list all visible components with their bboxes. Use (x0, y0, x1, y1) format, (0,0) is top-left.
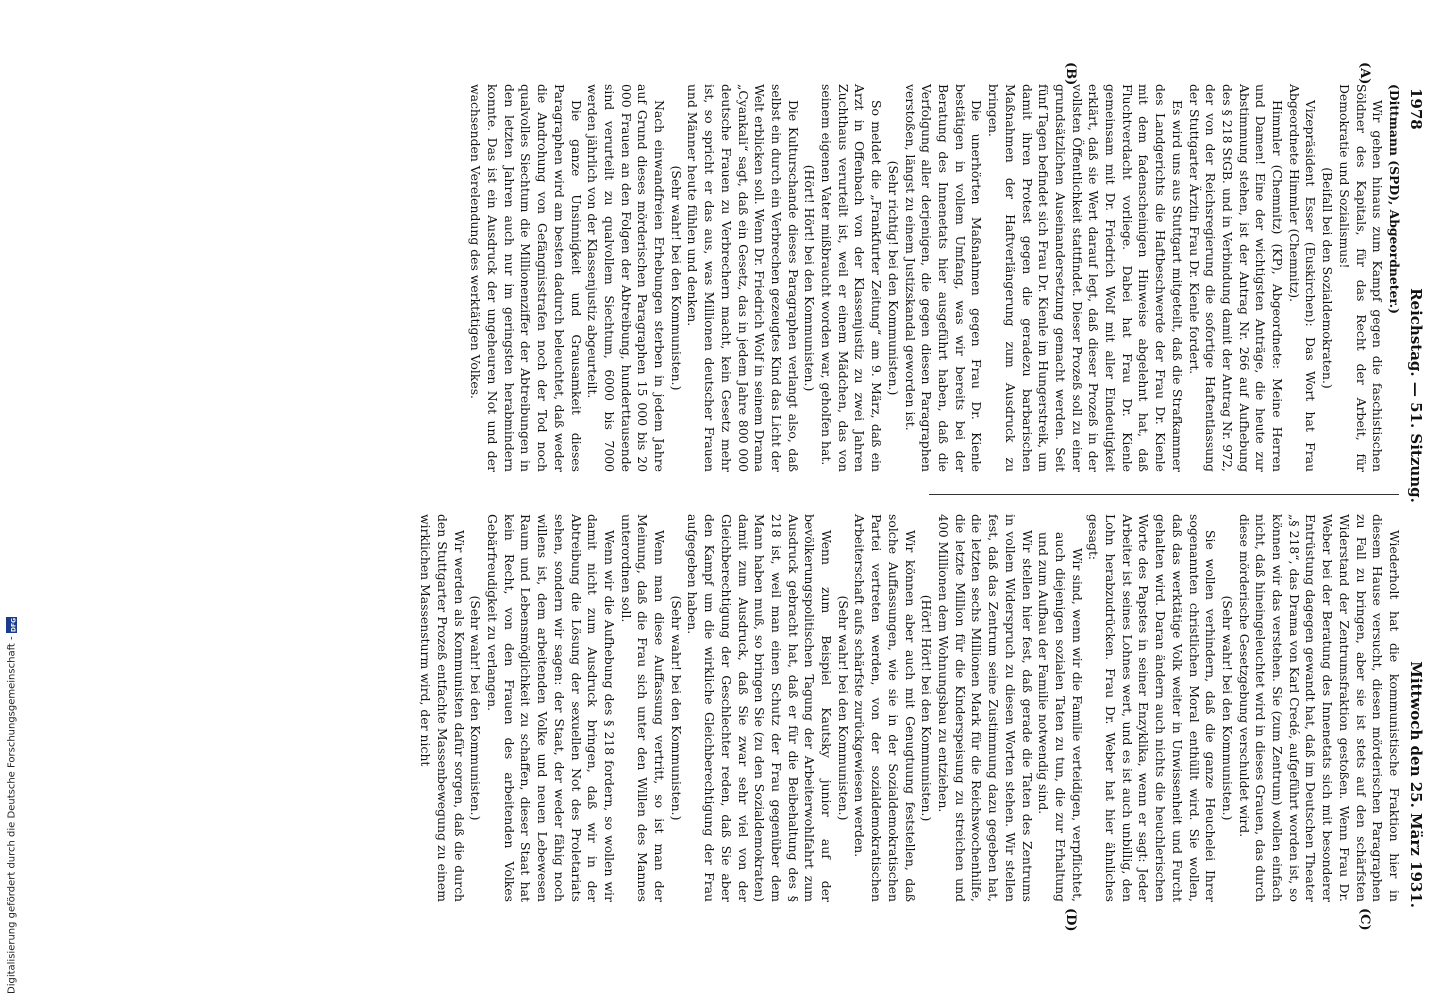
quoted-passage: Wir sind, wenn wir die Familie verteidigen, verpflichtet, auch diejenigen sozialen Taten zu tun, die zur Erhaltung und zum Aufbau der Familie notwendig sind. (1036, 532, 1085, 902)
text-paragraph: Die unerhörten Maßnahmen gegen Frau Dr. Kienle bestätigen in vollem Umfang, was wir bereits bei der Beratung des Innenetats hier ausgeführt haben, daß die Verfolgung aller derjenigen, die gegen diesen Paragraphen verstoßen, längst zu einem Justizskandal geworden ist. (902, 84, 985, 472)
text-paragraph: Wenn zum Beispiel Kautsky junior auf der bevölkerungspolitischen Tagung der Arbeiterwohlfahrt zum Ausdruck gebracht hat, daß er für die Beibehaltung des § 218 ist, weil man einen Schutz der Frau gegenüber dem Mann haben muß, so bringen Sie (zu den Sozialdemokraten) damit zum Ausdruck, daß Sie zwar sehr viel von der Gleichberechtigung der Geschlechter reden, daß Sie aber den Kampf um die wirkliche Gleichberechtigung der Frau aufgegeben haben. (685, 514, 835, 902)
text-paragraph: Sie wollen verhindern, daß die ganze Heuchelei Ihrer sogenannten christlichen Moral enthüllt wird. Sie wollen, daß das werktätige Volk weiter in Unwissenheit und Furcht gehalten wird. Daran ändern auch nichts die heuchlerischen Worte des Papstes in seiner Enzyklika, wenn er sagt: Jeder Arbeiter ist seines Lohnes wert, und es ist auch unbillig, den Lohn herabzudrücken. Frau Dr. Weber hat hier ähnliches gesagt: (1086, 514, 1219, 902)
text-paragraph: Wir gehen hinaus zum Kampf gegen die faschistischen Söldner des Kapitals, für das Recht der Arbeit, für Demokratie und Sozialismus! (1336, 84, 1386, 472)
text-paragraph: Wir können aber auch mit Genugtuung feststellen, daß solche Auffassungen, wie sie in der Sozialdemokratischen Partei vertreten werden, von der sozialdemokratischen Arbeiterschaft aufs schärfste zurückgewiesen werden. (852, 514, 918, 902)
text-paragraph: Wenn man diese Auffassung vertritt, so ist man der Meinung, daß die Frau sich unter den Willen des Mannes unterordnen soll. (618, 514, 668, 902)
text-paragraph: So meldet die „Frankfurter Zeitung“ am 9. März, daß ein Arzt in Offenbach von der Klassenjustiz zu zwei Jahren Zuchthaus verurteilt ist, weil er einem Mädchen, das von seinem eigenen Vater mißbraucht worden war, geholfen hat. (819, 84, 885, 472)
reaction-note: (Sehr wahr! bei den Kommunisten.) (668, 595, 684, 821)
left-column (467, 84, 1402, 472)
margin-marker-d: (D) (1063, 908, 1078, 932)
reaction-note: (Sehr wahr! bei den Kommunisten.) (835, 595, 851, 821)
margin-marker-b: (B) (1063, 62, 1078, 86)
page-date: Mittwoch den 25. März 1931. (1407, 661, 1425, 908)
margin-marker-a: (A) (1357, 62, 1372, 85)
reaction-note: (Sehr richtig! bei den Kommunisten.) (885, 160, 901, 396)
text-paragraph: Himmler (Chemnitz) (KP), Abgeordnete: Meine Herren und Damen! Eine der wichtigsten Anträge, die heute zur Abstimmung stehen, ist der Antrag Nr. 266 auf Aufhebung des § 218 StGB. und in Verbindung damit der Antrag Nr. 972, der von der Reichsregierung die sofortige Haftentlassung der Stuttgarter Ärztin Frau Dr. Kienle fordert. (1186, 84, 1286, 472)
column-divider (929, 494, 1399, 495)
text-paragraph: Wiederholt hat die kommunistische Fraktion hier in diesem Hause versucht, diesen mörderischen Paragraphen zu Fall zu bringen, aber sie ist stets auf den schärfsten Widerstand der Zentrumsfraktion gestoßen. Wenn Frau Dr. Weber bei der Beratung des Innenetats sich mit besonderer Entrüstung dagegen gewandt hat, daß im Deutschen Theater „§ 218“, das Drama von Karl Credé, aufgeführt worden ist, so können wir das verstehen. Sie (zum Zentrum) wollen einfach nicht, daß hineingeleuchtet wird in dieses Grauen, das durch diese mörderische Gesetzgebung verschuldet wird. (1236, 514, 1402, 902)
speaker-line: (Dittmann (SPD), Abgeordneter.) (1387, 84, 1402, 314)
credit-text: Digitalisierung gefördert durch die Deutsche Forschungsgemeinschaft - (6, 636, 18, 994)
text-paragraph: Die Kulturschande dieses Paragraphen verlangt also, daß selbst ein durch ein Verbrechen gezeugtes Kind das Licht der Welt erblicken soll. Wenn Dr. Friedrich Wolf in seinem Drama „Cyankali“ sagt, daß ein Gesetz, das in jedem Jahre 800 000 deutsche Frauen zu Verbrechern macht, kein Gesetz mehr ist, so spricht er das aus, was Millionen deutscher Frauen und Männer heute fühlen und denken. (685, 84, 801, 472)
text-paragraph: Wir stellen hier fest, daß gerade die Taten des Zentrums in vollem Widerspruch zu diesen Worten stehen. Wir stellen fest, daß das Zentrum seine Zustimmung dazu gegeben hat, die letzten sechs Millionen Mark für die Reichswochenhilfe, die letzte Million für die Kinderspeisung zu streichen und 400 Millionen dem Wohnungsbau zu entziehen. (936, 514, 1035, 902)
text-paragraph: Wenn wir die Aufhebung des § 218 fordern, so wollen wir damit nicht zum Ausdruck bringen, daß wir in der Abtreibung die Lösung der sexuellen Not des Proletariats sehen, sondern wir sagen: der Staat, der weder fähig noch willens ist, dem arbeitenden Volke und neuen Lebewesen Raum und Lebensmöglichkeit zu schaffen, dieser Staat hat kein Recht, von den Frauen des arbeitenden Volkes Gebärfreudigkeit zu verlangen. (485, 514, 617, 902)
dfg-logo-icon: DFG (7, 617, 18, 633)
text-paragraph: Nach einwandfreien Erhebungen sterben in jedem Jahre auf Grund dieses mörderischen Paragraphen 15 000 bis 20 000 Frauen an den Folgen der Abtreibung, hunderttausende sind verurteilt zu qualvollem Siechtum, 6000 bis 7000 werden jährlich von der Klassenjustiz abgeurteilt. (585, 84, 668, 472)
reaction-note: (Sehr wahr! bei den Kommunisten.) (1219, 595, 1235, 821)
right-column (417, 514, 1402, 902)
text-paragraph: Es wird uns aus Stuttgart mitgeteilt, daß die Strafkammer des Landgerichts die Haftbeschwerde der Frau Dr. Kienle mit dem fadenscheinigen Hinweise abgelehnt hat, daß Fluchtverdacht vorliege. Dabei hat Frau Dr. Kienle gemeinsam mit Dr. Friedrich Wolf mit aller Eindeutigkeit erklärt, daß sie Wert darauf legt, daß dieser Prozeß in der vollsten Öffentlichkeit stattfindet. Dieser Prozeß soll zu einer grundsätzlichen Auseinandersetzung gemacht werden. Seit fünf Tagen befindet sich Frau Dr. Kienle im Hungerstreik, um damit ihren Protest gegen die geradezu barbarischen Maßnahmen der Haftverlängerung zum Ausdruck zu bringen. (986, 84, 1185, 472)
page-header (1407, 88, 1425, 908)
text-paragraph: Die ganze Unsinnigkeit und Grausamkeit dieses Paragraphen wird am besten dadurch beleuchtet, daß weder die Androhung von Gefängnisstrafen noch der Tod noch qualvolles Siechtum die Millionenziffer der Abtreibungen in den letzten Jahren auch nur im geringsten herabmindern konnte. Das ist ein Ausdruck der ungeheuren Not und der wachsenden Verelendung des werktätigen Volkes. (468, 84, 584, 472)
reaction-note: (Sehr wahr! bei den Kommunisten.) (468, 595, 484, 821)
digitization-credit (5, 604, 19, 994)
reaction-note: (Hört! Hört! bei den Kommunisten.) (919, 594, 935, 822)
reaction-note: (Sehr wahr! bei den Kommunisten.) (668, 165, 684, 391)
text-paragraph: Vizepräsident Esser (Euskirchen): Das Wort hat Frau Abgeordnete Himmler (Chemnitz). (1286, 84, 1319, 472)
text-paragraph: Wir werden als Kommunisten dafür sorgen, daß die durch den Stuttgarter Prozeß entfachte Massenbewegung zu einem wirklichen Massensturm wird, der nicht (418, 514, 467, 902)
page-title: Reichstag. — 51. Sitzung. (1407, 288, 1425, 503)
page-number: 1978 (1407, 88, 1425, 130)
reaction-note: (Hört! Hört! bei den Kommunisten.) (802, 164, 818, 392)
reaction-note: (Beifall bei den Sozialdemokraten.) (1320, 167, 1336, 389)
margin-marker-c: (C) (1357, 908, 1372, 931)
